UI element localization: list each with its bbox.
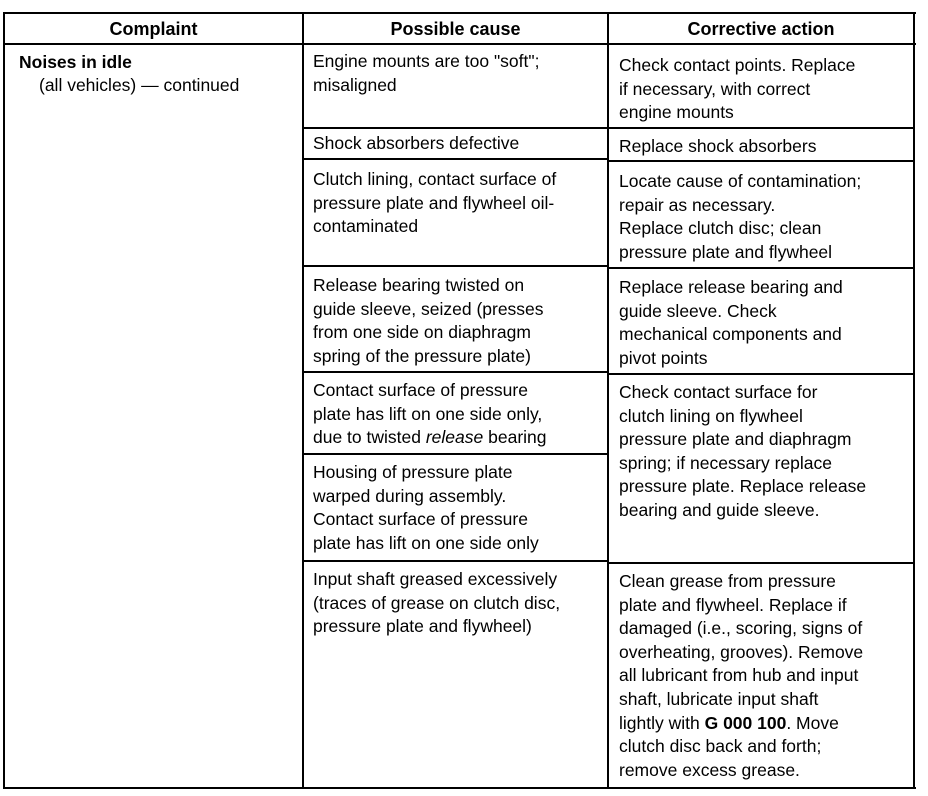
header-corrective-action: Corrective action bbox=[687, 19, 835, 39]
cause-cell-5-text: Contact surface of pressure plate has lift on one side only, due to twisted bbox=[313, 380, 543, 448]
header-possible-cause: Possible cause bbox=[390, 19, 521, 39]
action-row-divider-5 bbox=[607, 562, 915, 564]
cause-row-divider-3 bbox=[302, 265, 609, 267]
action-cell-7-tail: . Move clutch disc back and forth; remove excess grease. bbox=[619, 712, 839, 780]
table-bottom-border bbox=[3, 787, 916, 789]
action-row-divider-4 bbox=[607, 373, 915, 375]
action-row-divider-1 bbox=[607, 127, 915, 129]
cause-cell-5-emphasis: release bbox=[425, 427, 484, 448]
cause-cell-5 bbox=[313, 379, 605, 450]
action-row-divider-2 bbox=[607, 160, 915, 162]
complaint-subtitle: (all vehicles) — continued bbox=[39, 75, 240, 95]
cause-row-divider-1 bbox=[302, 127, 609, 129]
complaint-title: Noises in idle bbox=[19, 52, 132, 72]
cause-cell-1: Engine mounts are too "soft"; misaligned bbox=[313, 51, 540, 95]
action-cell-4: Replace release bearing and guide sleeve. Check mechanical components and pivot points bbox=[619, 277, 843, 368]
cause-row-divider-5 bbox=[302, 453, 609, 455]
action-cell-7-part-number: G 000 100 bbox=[704, 712, 787, 733]
cause-row-divider-4 bbox=[302, 371, 609, 373]
action-row-divider-3 bbox=[607, 267, 915, 269]
action-cell-1: Check contact points. Replace if necessary, with correct engine mounts bbox=[619, 55, 856, 123]
cause-row-divider-2 bbox=[302, 158, 609, 160]
action-cell-7 bbox=[619, 570, 911, 782]
header-complaint: Complaint bbox=[109, 19, 198, 39]
action-cell-7-text: Clean grease from pressure plate and flywheel. Replace if damaged (i.e., scoring, signs of overheating, grooves). Remove all lubricant from hub and input shaft, lubricate input shaft lightly with bbox=[619, 571, 864, 733]
action-cell-3: Locate cause of contamination; repair as necessary. Replace clutch disc; clean pressure plate and flywheel bbox=[619, 171, 862, 262]
cause-cell-3: Clutch lining, contact surface of pressure plate and flywheel oil- contaminated bbox=[313, 169, 557, 237]
action-cell-5: Check contact surface for clutch lining on flywheel pressure plate and diaphragm spring; if necessary replace pressure plate. Replace release bearing and guide sleeve. bbox=[619, 382, 867, 520]
cause-cell-6: Housing of pressure plate warped during assembly. Contact surface of pressure plate has lift on one side only bbox=[313, 462, 539, 553]
cause-cell-7: Input shaft greased excessively (traces of grease on clutch disc, pressure plate and flywheel) bbox=[313, 569, 561, 637]
cause-row-divider-6 bbox=[302, 560, 609, 562]
table-left-border bbox=[3, 12, 5, 789]
action-cell-2: Replace shock absorbers bbox=[619, 136, 817, 156]
cause-cell-4: Release bearing twisted on guide sleeve, seized (presses from one side on diaphragm spring of the pressure plate) bbox=[313, 275, 544, 366]
cause-cell-2: Shock absorbers defective bbox=[313, 133, 520, 153]
cause-cell-5-tail: bearing bbox=[483, 427, 547, 448]
